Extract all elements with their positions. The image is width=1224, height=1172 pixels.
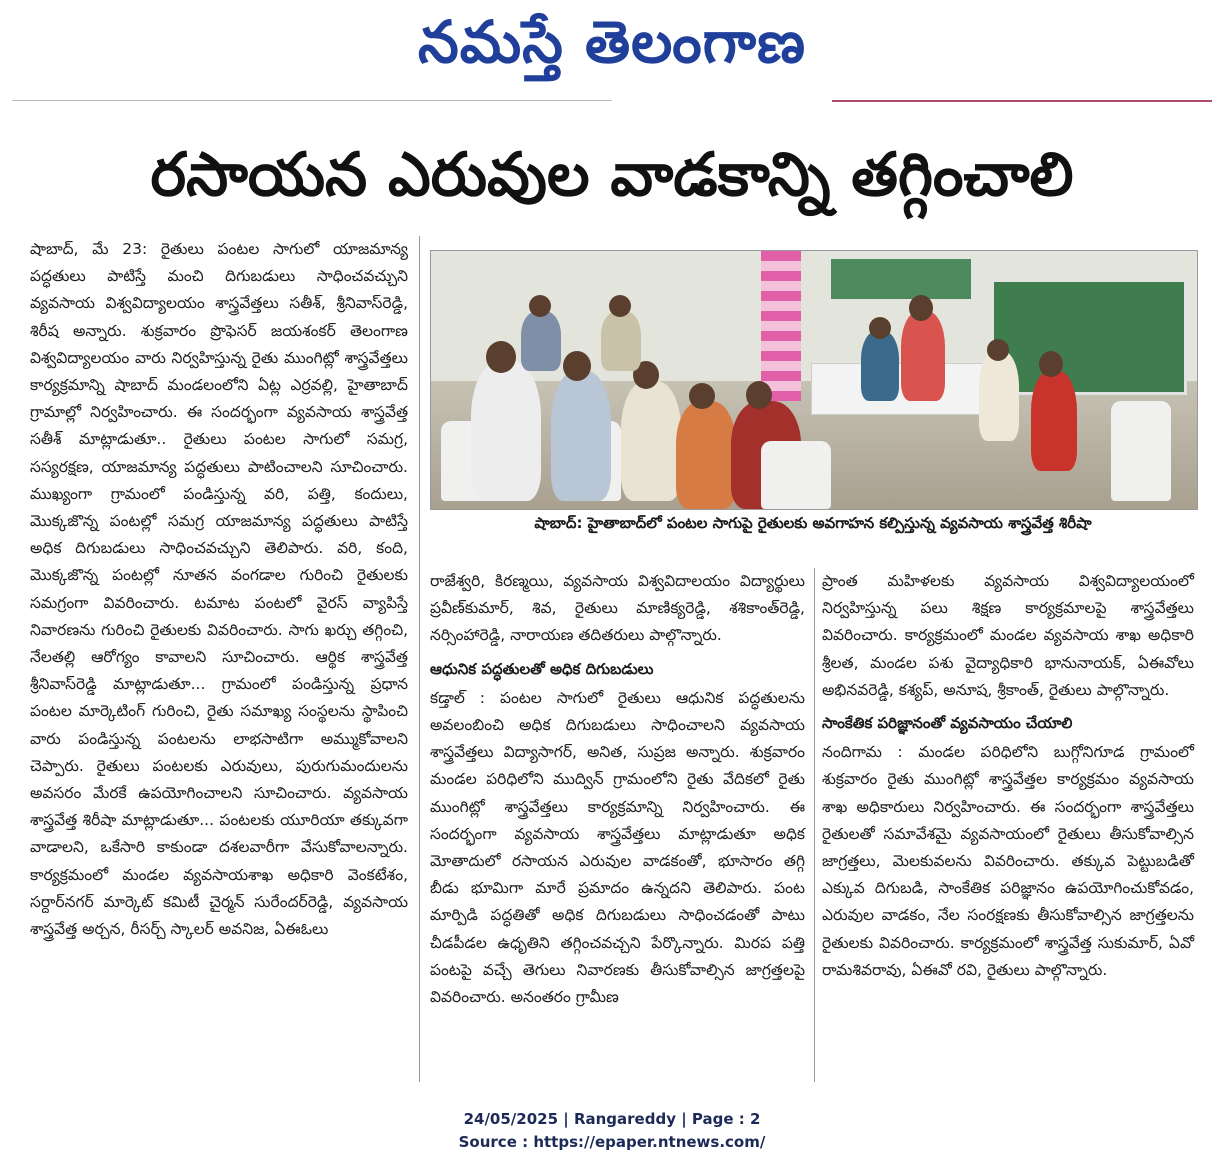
photo-person — [471, 361, 541, 501]
article-subheading: సాంకేతిక పరిజ్ఞానంతో వ్యవసాయం చేయాలి — [822, 714, 1073, 733]
photo-person-head — [689, 383, 715, 409]
photo-person — [861, 331, 899, 401]
article-column-2 — [430, 568, 805, 1011]
photo-banner — [991, 279, 1187, 395]
photo-chair — [1111, 401, 1171, 501]
column-divider — [814, 568, 815, 1082]
photo-person — [1031, 371, 1077, 471]
article-column-1 — [30, 236, 408, 943]
article-subheading: ఆధునిక పద్ధతులతో అధిక దిగుబడులు — [430, 659, 654, 678]
article-headline: రసాయన ఎరువుల వాడకాన్ని తగ్గించాలి — [150, 140, 1074, 210]
photo-person-head — [563, 351, 591, 381]
photo-person-head — [987, 339, 1009, 361]
photo-person — [901, 311, 945, 401]
photo-person-head — [486, 341, 516, 373]
masthead-logo: నమస్తే తెలంగాణ — [418, 8, 806, 76]
photo-person-head — [1039, 351, 1063, 377]
article-paragraph: షాబాద్, మే 23: రైతులు పంటల సాగులో యాజమాన్య పద్ధతులు పాటిస్తే మంచి దిగుబడులు సాధించవచ్చుని వ్యవసాయ విశ్వవిద్యాలయం శాస్త్రవేత్తలు సతీశ్, శ్రీనివాస్‌రెడ్డి, శిరీష అన్నారు. శుక్రవారం ప్రొఫెసర్ జయశంకర్ తెలంగాణ విశ్వవిద్యాలయం వారు నిర్వహిస్తున్న రైతు ముంగిట్లో శాస్త్రవేత్తలు కార్యక్రమాన్ని షాబాద్ మండలంలోని ఏట్ల ఎర్రవల్లి, హైతాబాద్ గ్రామాల్లో నిర్వహించారు. ఈ సందర్భంగా వ్యవసాయ శాస్త్రవేత్త సతీశ్ మాట్లాడుతూ.. రైతులు పంటల సాగులో సమగ్ర, సస్యరక్షణ, యాజమాన్య పద్ధతులు పాటించాలని సూచించారు. ముఖ్యంగా గ్రామంలో పండిస్తున్న వరి, పత్తి, కందులు, మొక్కజొన్న పంటల్లో సమగ్ర యాజమాన్య పద్ధతులు పాటిస్తే అధిక దిగుబడులు సాధించవచ్చుని తెలిపారు. వరి, కంది, మొక్కజొన్న పంటల్లో నూతన వంగడాల గురించి రైతులకు సమగ్రంగా వివరించారు. టమాట పంటలో వైరస్ వ్యాపిస్తే నివారణను గురించి రైతులకు వివరించారు. సాగు ఖర్చు తగ్గించి, నేలతల్లి ఆరోగ్యం కావాలని సూచించారు. ఆర్థిక శాస్త్రవేత్త శ్రీనివాస్‌రెడ్డి మాట్లాడుతూ... గ్రామంలో పండిస్తున్న ప్రధాన పంటల మార్కెటింగ్ గురించి, రైతు సమాఖ్య సంస్థలను స్థాపించి వారు పండిస్తున్న పంటలను లాభసాటిగా అమ్ముకోవాలని చెప్పారు. రైతులు పంటలకు ఎరువులు, పురుగుమందులను అవసరం మేరకే ఉపయోగించాలని సూచించారు. వ్యవసాయ శాస్త్రవేత్త శిరీషా మాట్లాడుతూ... పంటలకు యూరియా తక్కువగా వాడాలని, ఒకేసారి కాకుండా దశలవారీగా వేసుకోవాలన్నారు. కార్యక్రమంలో మండల వ్యవసాయశాఖ అధికారి వెంకటేశం, సర్దార్‌నగర్ మార్కెట్ కమిటీ చైర్మన్ సురేందర్‌రెడ్డి, వ్యవసాయ శాస్త్రవేత్త అర్చన, రీసర్చ్ స్కాలర్ అవనిజ, ఏఈఓలు — [30, 240, 408, 939]
footer-date-edition: 24/05/2025 | Rangareddy | Page : 2 — [463, 1110, 761, 1128]
photo-person — [676, 401, 736, 509]
photo-caption: షాబాద్: హైతాబాద్‌లో పంటల సాగుపై రైతులకు అవగాహన కల్పిస్తున్న వ్యవసాయ శాస్త్రవేత్త శిరీషా — [534, 514, 1092, 532]
header-divider — [12, 100, 612, 101]
photo-person-head — [869, 317, 891, 339]
photo-person — [521, 311, 561, 371]
photo-person — [551, 371, 611, 501]
photo-person — [601, 311, 641, 371]
photo-person — [979, 351, 1019, 441]
photo-banner — [831, 259, 971, 299]
article-photo — [430, 250, 1198, 510]
column-divider — [419, 236, 420, 1082]
article-paragraph: ప్రాంత మహిళలకు వ్యవసాయ విశ్వవిద్యాలయంలో నిర్వహిస్తున్న పలు శిక్షణ కార్యక్రమాలపై శాస్త్రవేత్తలు వివరించారు. కార్యక్రమంలో మండల వ్యవసాయ శాఖ అధికారి శ్రీలత, మండల పశు వైద్యాధికారి భానునాయక్, ఏఈవోలు అభినవరెడ్డి, కశ్యప్, అనూష, శ్రీకాంత్, రైతులు పాల్గొన్నారు. — [822, 572, 1194, 699]
footer-source-link[interactable]: Source : https://epaper.ntnews.com/ — [458, 1133, 766, 1151]
article-paragraph: నందిగామ : మండల పరిధిలోని బుగ్గోనిగూడ గ్రామంలో శుక్రవారం రైతు ముంగిట్లో శాస్త్రవేత్తల కార్యక్రమం వ్యవసాయ శాఖ అధికారులు నిర్వహించారు. ఈ సందర్భంగా శాస్త్రవేత్తలు రైతులతో సమావేశమై వ్యవసాయంలో రైతులు తీసుకోవాల్సిన జాగ్రత్తలు, మెలకువలను వివరించారు. తక్కువ పెట్టుబడితో ఎక్కువ దిగుబడి, సాంకేతిక పరిజ్ఞానం ఉపయోగించుకోవడం, ఎరువుల వాడకం, నేల సంరక్షణకు తీసుకోవాల్సిన జాగ్రత్తలను రైతులకు వివరించారు. కార్యక్రమంలో శాస్త్రవేత్త సుకుమార్, ఏవో రామశివరావు, ఏఈవో రవి, రైతులు పాల్గొన్నారు. — [822, 743, 1194, 979]
article-column-3 — [822, 568, 1194, 984]
article-paragraph: రాజేశ్వరి, కిరణ్మయి, వ్యవసాయ విశ్వవిదాలయం విద్యార్థులు ప్రవీణ్‌కుమార్, శివ, రైతులు మాణిక్యరెడ్డి, శశికాంత్‌రెడ్డి, నర్సింహారెడ్డి, నారాయణ తదితరులు పాల్గొన్నారు. — [430, 572, 805, 645]
photo-decoration — [761, 251, 801, 401]
header-accent-rule — [832, 100, 1212, 102]
photo-person-head — [609, 295, 631, 317]
photo-person-head — [909, 295, 933, 321]
photo-person-head — [746, 381, 772, 409]
photo-person-head — [529, 295, 551, 317]
photo-chair — [761, 441, 831, 509]
article-paragraph: కడ్తాల్ : పంటల సాగులో రైతులు ఆధునిక పద్ధతులను అవలంబించి అధిక దిగుబడులు సాధించాలని వ్యవసాయ శాస్త్రవేత్తలు విద్యాసాగర్, అనిత, సుప్రజ అన్నారు. శుక్రవారం మండల పరిధిలోని ముద్విన్ గ్రామంలోని రైతు వేదికలో రైతు ముంగిట్లో శాస్త్రవేత్తలు కార్యక్రమాన్ని నిర్వహించారు. ఈ సందర్భంగా వ్యవసాయ శాస్త్రవేత్తలు మాట్లాడుతూ అధిక మోతాదులో రసాయన ఎరువుల వాడకంతో, భూసారం తగ్గి బీడు భూమిగా మారే ప్రమాదం ఉన్నదని తెలిపారు. పంట మార్పిడి పద్ధతితో అధిక దిగుబడులు సాధించడంతో పాటు చీడపీడల ఉధృతిని తగ్గించవచ్చని పేర్కొన్నారు. మిరప పత్తి పంటపై వచ్చే తెగులు నివారణకు తీసుకోవాల్సిన జాగ్రత్తలపై వివరించారు. అనంతరం గ్రామీణ — [430, 688, 805, 1007]
photo-person — [621, 381, 681, 501]
